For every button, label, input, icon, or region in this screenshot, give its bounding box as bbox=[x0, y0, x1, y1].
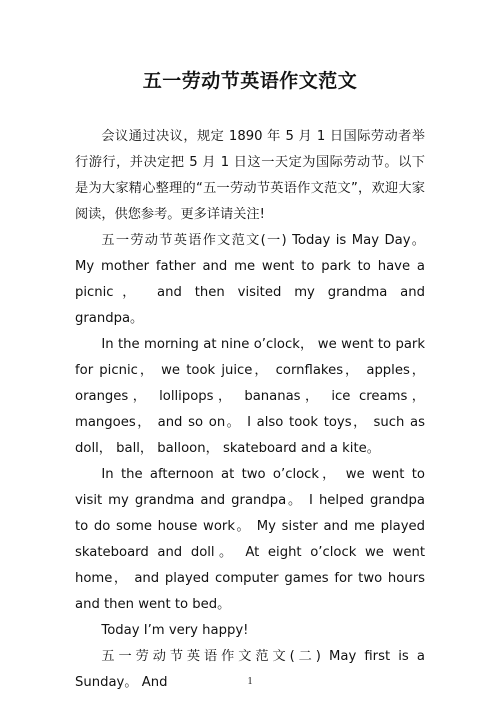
paragraph-closing: Today I’m very happy! bbox=[101, 623, 249, 638]
document-body bbox=[75, 124, 425, 696]
paragraph-essay-two-opening: 五一劳动节英语作文范文(二) May first is a Sunday。 And bbox=[75, 649, 425, 690]
paragraph-intro: 会议通过决议，规定 1890 年 5 月 1 日国际劳动者举行游行，并决定把 5 月 1 日这一天定为国际劳动节。以下是为大家精心整理的“五一劳动节英语作文范文”，欢迎大家阅读，供您参考。更多详请关注! bbox=[75, 129, 425, 222]
paragraph-morning: In the morning at nine o’clock， we went to park for picnic， we took juice， cornflakes， apples， oranges， lollipops， bananas， ice creams， mangoes， and so on。 I also took toys， such as doll， ball， balloon， skateboard and a kite。 bbox=[75, 337, 425, 456]
paragraph-afternoon: In the afternoon at two o’clock， we went to visit my grandma and grandpa。 I helped grandpa to do some house work。 My sister and me played skateboard and doll。 At eight o’clock we went home， and played computer games for two hours and then went to bed。 bbox=[75, 467, 425, 612]
document-title: 五一劳动节英语作文范文 bbox=[142, 70, 358, 92]
paragraph-essay-one-opening: 五一劳动节英语作文范文(一) Today is May Day。 My mother father and me went to park to have a picnic， and then visited my grandma and grandpa。 bbox=[75, 233, 425, 326]
page-number: 1 bbox=[247, 676, 253, 687]
